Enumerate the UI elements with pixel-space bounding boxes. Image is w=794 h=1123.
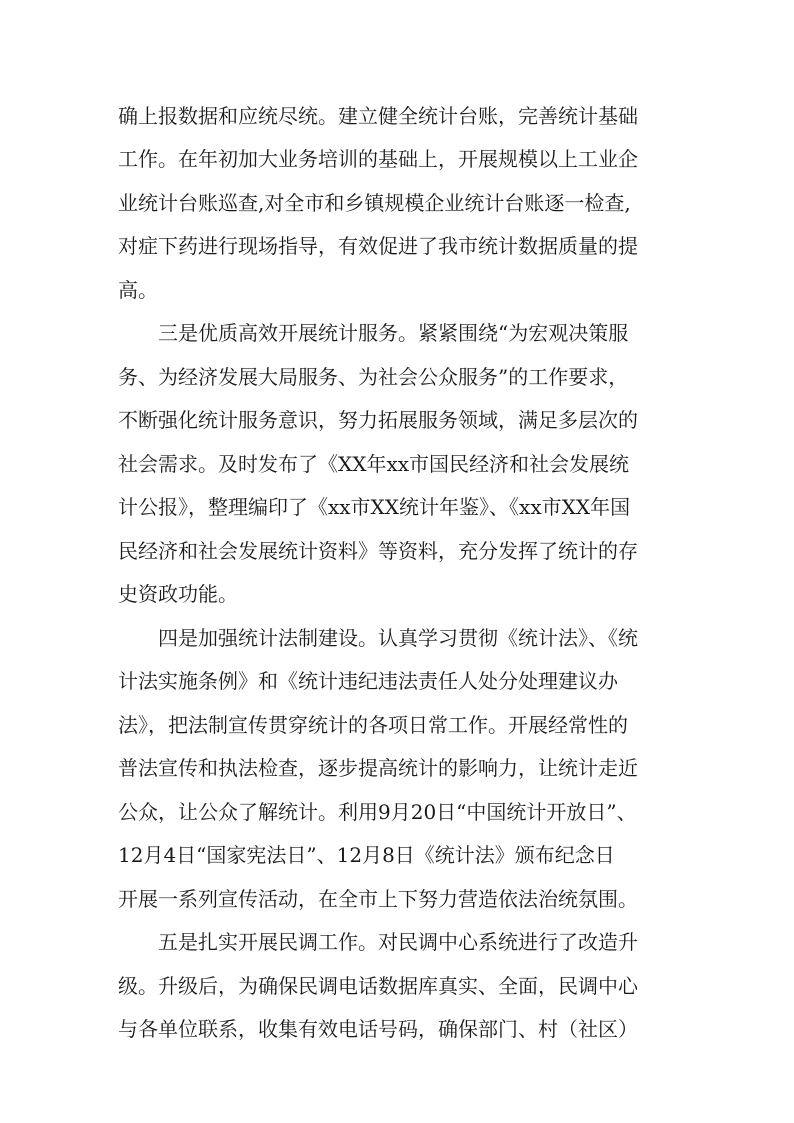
paragraph-start-line: 四是加强统计法制建设。认真学习贯彻《统计法》、《统 bbox=[158, 626, 638, 650]
text-line: 确上报数据和应统尽统。建立健全统计台账，完善统计基础 bbox=[118, 104, 638, 128]
text-line: 社会需求。及时发布了《XX年xx市国民经济和社会发展统 bbox=[118, 452, 630, 476]
paragraph-start-line: 三是优质高效开展统计服务。紧紧围绕“为宏观决策服 bbox=[158, 321, 629, 345]
text-line: 公众，让公众了解统计。利用9月20日“中国统计开放日”、 bbox=[118, 800, 637, 824]
text-line: 开展一系列宣传活动，在全市上下努力营造依法治统氛围。 bbox=[118, 887, 638, 911]
text-line: 高。 bbox=[118, 278, 158, 302]
text-line: 普法宣传和执法检查，逐步提高统计的影响力，让统计走近 bbox=[118, 756, 638, 780]
paragraph-start-line: 五是扎实开展民调工作。对民调中心系统进行了改造升 bbox=[158, 930, 638, 954]
text-line: 对症下药进行现场指导，有效促进了我市统计数据质量的提 bbox=[118, 234, 638, 258]
text-line: 不断强化统计服务意识，努力拓展服务领域，满足多层次的 bbox=[118, 408, 638, 432]
text-line: 工作。在年初加大业务培训的基础上，开展规模以上工业企 bbox=[118, 147, 638, 171]
text-line: 务、为经济发展大局服务、为社会公众服务”的工作要求， bbox=[118, 365, 629, 389]
text-line: 12月4日“国家宪法日”、12月8日《统计法》颁布纪念日 bbox=[118, 843, 615, 867]
text-line: 业统计台账巡查,对全市和乡镇规模企业统计台账逐一检查, bbox=[118, 191, 631, 215]
text-line: 法》，把法制宣传贯穿统计的各项日常工作。开展经常性的 bbox=[118, 713, 628, 737]
text-line: 计公报》，整理编印了《xx市XX统计年鉴》、《xx市XX年国 bbox=[118, 495, 631, 519]
text-line: 与各单位联系，收集有效电话号码，确保部门、村（社区） bbox=[118, 1017, 638, 1041]
text-line: 计法实施条例》和《统计违纪违法责任人处分处理建议办 bbox=[118, 669, 618, 693]
text-line: 民经济和社会发展统计资料》等资料，充分发挥了统计的存 bbox=[118, 539, 638, 563]
text-line: 级。升级后，为确保民调电话数据库真实、全面，民调中心 bbox=[118, 974, 638, 998]
text-line: 史资政功能。 bbox=[118, 582, 238, 606]
